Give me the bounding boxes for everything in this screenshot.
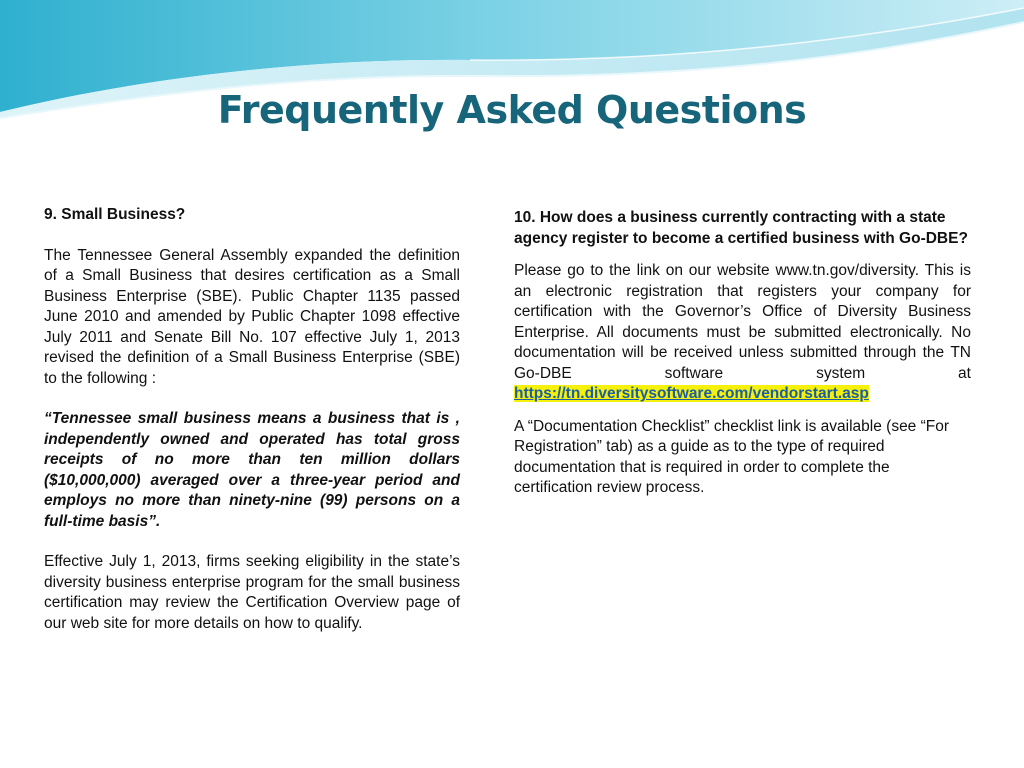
vendor-start-link[interactable]: https://tn.diversitysoftware.com/vendorstart.asp	[514, 385, 869, 402]
small-business-definition-quote: “Tennessee small business means a business that is , independently owned and operated has total gross receipts of no more than ten million dollars ($10,000,000) averaged over a three-year period and employs no more than ninety-nine (99) persons on a full-time basis”.	[44, 410, 460, 530]
question-9-heading: 9. Small Business?	[44, 206, 186, 223]
question-9-effective-paragraph: Effective July 1, 2013, firms seeking eligibility in the state’s diversity business enterprise program for the small business certification may review the Certification Overview page of our web site for more details on how to qualify.	[44, 553, 460, 632]
question-9-intro-paragraph: The Tennessee General Assembly expanded the definition of a Small Business that desires certification as a Small Business Enterprise (SBE). Public Chapter 1135 passed June 2010 and amended by Public Chapter 1098 effective July 2011 and Senate Bill No. 107 effective July 1, 2013 revised the definition of a Small Business Enterprise (SBE) to the following :	[44, 246, 460, 387]
question-10-heading: 10. How does a business currently contracting with a state agency register to become a certified business with Go-DBE?	[514, 209, 968, 247]
question-10-registration-paragraph	[514, 261, 971, 405]
registration-text: Please go to the link on our website www.tn.gov/diversity. This is an electronic registration that registers your company for certification with the Governor’s Office of Diversity Business Enterprise. All documents must be submitted electronically. No documentation will be received unless submitted through the TN Go-DBE software system at	[514, 262, 971, 382]
faq-question-10	[514, 208, 971, 499]
slide-title: Frequently Asked Questions	[217, 88, 807, 132]
documentation-checklist-paragraph: A “Documentation Checklist” checklist link is available (see “For Registration” tab) as a guide as to the type of required documentation that is required in order to complete the certification review process.	[514, 417, 950, 496]
faq-question-9	[44, 205, 460, 634]
